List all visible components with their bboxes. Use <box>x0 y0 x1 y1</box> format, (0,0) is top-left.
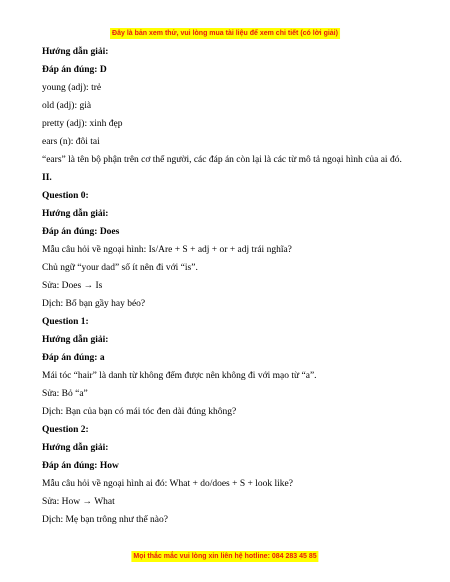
hotline-notice-banner: Mọi thắc mắc vui lòng xin liên hệ hotline: 084 283 45 85 <box>133 553 317 560</box>
text-line: “ears” là tên bộ phận trên cơ thể người, các đáp án còn lại là các từ mô tả ngoại hình của ai đó. <box>42 155 402 165</box>
text-line: Dịch: Bố bạn gầy hay béo? <box>42 299 146 309</box>
text-line: young (adj): trẻ <box>42 83 102 93</box>
text-line: Đáp án đúng: D <box>42 65 107 75</box>
text-line: Question 0: <box>42 191 89 201</box>
text-line: old (adj): già <box>42 101 92 111</box>
text-line: Question 2: <box>42 425 89 435</box>
text-line: Dịch: Mẹ bạn trông như thế nào? <box>42 515 168 525</box>
text-line: pretty (adj): xinh đẹp <box>42 119 123 129</box>
text-line: Question 1: <box>42 317 89 327</box>
text-line: Dịch: Bạn của bạn có mái tóc đen dài đúng không? <box>42 407 237 417</box>
text-line: Chủ ngữ “your dad” số ít nên đi với “is”. <box>42 263 198 273</box>
text-line: Đáp án đúng: Does <box>42 227 120 237</box>
text-line: II. <box>42 173 52 183</box>
text-line: ears (n): đôi tai <box>42 137 100 147</box>
text-line: Hướng dẫn giải: <box>42 335 109 345</box>
preview-notice-banner: Đây là bản xem thử, vui lòng mua tài liệu để xem chi tiết (có lời giải) <box>112 30 338 37</box>
text-line: Hướng dẫn giải: <box>42 209 109 219</box>
text-line: Đáp án đúng: a <box>42 353 105 363</box>
text-line: Mẫu câu hỏi về ngoại hình ai đó: What + do/does + S + look like? <box>42 479 293 489</box>
text-line: Hướng dẫn giải: <box>42 47 109 57</box>
text-line: Sửa: Does → Is <box>42 281 103 291</box>
text-line: Mẫu câu hỏi về ngoại hình: Is/Are + S + adj + or + adj trái nghĩa? <box>42 245 292 255</box>
text-line: Mái tóc “hair” là danh từ không đếm được nên không đi với mạo từ “a”. <box>42 371 317 381</box>
text-line: Sửa: Bỏ “a” <box>42 389 88 399</box>
document-body <box>42 43 417 529</box>
text-line: Đáp án đúng: How <box>42 461 119 471</box>
text-line: Hướng dẫn giải: <box>42 443 109 453</box>
text-line: Sửa: How → What <box>42 497 115 507</box>
